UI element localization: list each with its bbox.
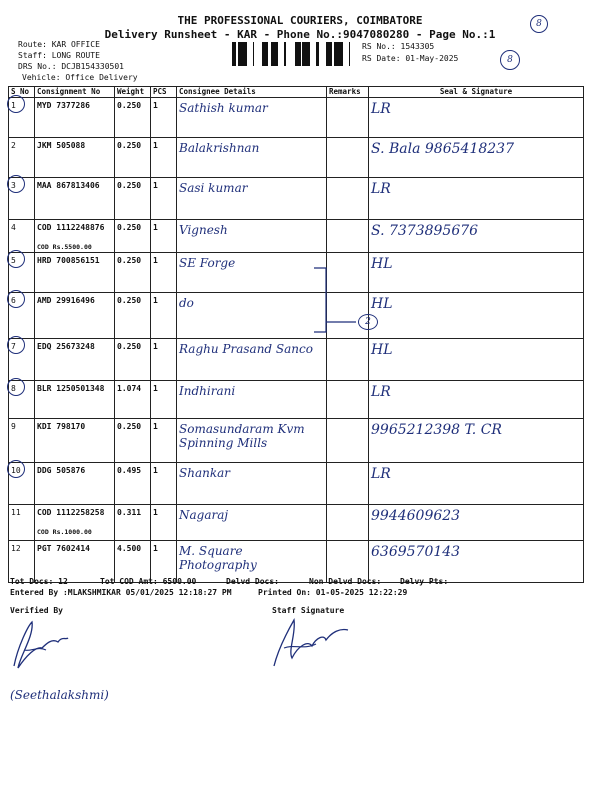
circled-serial-mark xyxy=(7,336,25,354)
cell-pcs xyxy=(151,98,177,138)
cell-consignment-no xyxy=(35,505,115,541)
cell-remarks xyxy=(327,381,369,419)
cell-weight-text: 0.250 xyxy=(117,422,142,431)
table-row xyxy=(9,293,584,339)
cell-weight-text: 0.250 xyxy=(117,296,142,305)
rs-number: RS No.: 1543305 xyxy=(362,42,435,51)
vehicle-text: Vehicle: Office Delivery xyxy=(22,73,138,82)
cell-consignment-no xyxy=(35,293,115,339)
table-row xyxy=(9,178,584,220)
cell-pcs xyxy=(151,339,177,381)
table-row xyxy=(9,339,584,381)
cell-weight xyxy=(115,339,151,381)
cell-pcs xyxy=(151,178,177,220)
cell-weight-text: 1.074 xyxy=(117,384,142,393)
cell-signature-text: 9944609623 xyxy=(371,508,461,524)
cell-consignment-no xyxy=(35,220,115,253)
table-row xyxy=(9,98,584,138)
cell-consignment-no-text: KDI 798170 xyxy=(37,422,86,431)
cell-pcs xyxy=(151,381,177,419)
cell-sno-text: 1 xyxy=(11,101,16,110)
cell-sno-text: 11 xyxy=(11,508,21,517)
cell-consignment-no-text: MAA 867813406 xyxy=(37,181,100,190)
cell-consignment-no-text: AMD 29916496 xyxy=(37,296,95,305)
cell-signature-text: S. Bala 9865418237 xyxy=(371,141,514,157)
company-title: THE PROFESSIONAL COURIERS, COIMBATORE xyxy=(177,14,423,27)
cell-consignee-text: Nagaraj xyxy=(179,508,229,522)
delivery-points: Delvy Pts: xyxy=(400,577,449,586)
bracket-annotation xyxy=(300,262,380,342)
cell-signature xyxy=(369,293,584,339)
col-header-signature: Seal & Signature xyxy=(369,87,584,98)
cell-pcs-text: 1 xyxy=(153,544,158,553)
col-header-weight: Weight xyxy=(115,87,151,98)
runsheet-subtitle: Delivery Runsheet - KAR - Phone No.:9047080280 - Page No.:1 xyxy=(104,28,496,41)
cell-weight-text: 4.500 xyxy=(117,544,142,553)
runsheet-table xyxy=(8,86,584,583)
cell-consignee xyxy=(177,178,327,220)
entered-by: Entered By :MLAKSHMIKAR 05/01/2025 12:18:27 PM xyxy=(10,588,232,597)
cell-consignee xyxy=(177,463,327,505)
table-row xyxy=(9,138,584,178)
cell-consignee-text: SE Forge xyxy=(179,256,236,270)
cell-pcs xyxy=(151,419,177,463)
cell-signature-text: HL xyxy=(371,256,393,272)
cell-weight xyxy=(115,505,151,541)
cell-sno-text: 2 xyxy=(11,141,16,150)
cell-consignee-text: Balakrishnan xyxy=(179,141,260,155)
cell-weight xyxy=(115,178,151,220)
cell-remarks xyxy=(327,419,369,463)
cell-pcs-text: 1 xyxy=(153,256,158,265)
total-docs: Tot Docs: 12 xyxy=(10,577,68,586)
cell-consignment-no xyxy=(35,98,115,138)
cell-consignment-no-text: PGT 7602414 xyxy=(37,544,90,553)
cell-consignee xyxy=(177,419,327,463)
staff-text: Staff: LONG ROUTE xyxy=(18,51,100,60)
cell-pcs xyxy=(151,505,177,541)
cod-amount: COD Rs.1000.00 xyxy=(37,528,92,536)
cell-pcs xyxy=(151,293,177,339)
cell-sno xyxy=(9,505,35,541)
cell-consignee xyxy=(177,381,327,419)
cell-sno-text: 6 xyxy=(11,296,16,305)
cell-signature xyxy=(369,178,584,220)
table-row xyxy=(9,253,584,293)
cell-weight xyxy=(115,419,151,463)
cell-pcs-text: 1 xyxy=(153,296,158,305)
cell-pcs-text: 1 xyxy=(153,141,158,150)
cell-weight-text: 0.250 xyxy=(117,101,142,110)
cell-weight-text: 0.250 xyxy=(117,141,142,150)
circled-serial-mark xyxy=(7,95,25,113)
table-header-row xyxy=(9,87,584,98)
cell-consignee-text: Shankar xyxy=(179,466,230,480)
cell-signature xyxy=(369,463,584,505)
cell-consignment-no xyxy=(35,339,115,381)
cell-weight xyxy=(115,98,151,138)
cell-weight-text: 0.250 xyxy=(117,181,142,190)
cell-sno xyxy=(9,419,35,463)
cell-pcs xyxy=(151,253,177,293)
staff-signature-scribble xyxy=(268,610,358,672)
verifier-name: (Seethalakshmi) xyxy=(10,688,109,702)
cell-consignment-no-text: COD 1112248876 xyxy=(37,223,105,232)
col-header-remarks: Remarks xyxy=(327,87,369,98)
cell-sno-text: 8 xyxy=(11,384,16,393)
cell-sno xyxy=(9,138,35,178)
cell-consignment-no xyxy=(35,381,115,419)
cell-consignee xyxy=(177,505,327,541)
cell-signature-text: 6369570143 xyxy=(371,544,461,560)
cell-signature-text: LR xyxy=(371,384,391,400)
cell-pcs-text: 1 xyxy=(153,181,158,190)
cell-remarks xyxy=(327,138,369,178)
circled-serial-mark xyxy=(7,460,25,478)
cell-weight-text: 0.311 xyxy=(117,508,142,517)
cell-signature xyxy=(369,419,584,463)
cell-consignee-text: M. Square Photography xyxy=(179,544,257,572)
cell-consignment-no xyxy=(35,253,115,293)
cell-weight xyxy=(115,253,151,293)
cell-weight xyxy=(115,463,151,505)
cell-consignee-text: Somasundaram Kvm Spinning Mills xyxy=(179,422,305,450)
cell-signature xyxy=(369,505,584,541)
cell-consignment-no-text: MYD 7377286 xyxy=(37,101,90,110)
cell-consignment-no-text: COD 1112258258 xyxy=(37,508,105,517)
cell-signature-text: LR xyxy=(371,466,391,482)
cell-weight xyxy=(115,381,151,419)
cell-sno-text: 10 xyxy=(11,466,21,475)
cell-consignee-text: Sathish kumar xyxy=(179,101,268,115)
cell-pcs-text: 1 xyxy=(153,223,158,232)
cell-signature-text: HL xyxy=(371,296,393,312)
cell-consignee xyxy=(177,138,327,178)
cell-sno-text: 5 xyxy=(11,256,16,265)
table-row xyxy=(9,381,584,419)
cell-consignment-no-text: HRD 700856151 xyxy=(37,256,100,265)
cell-signature xyxy=(369,98,584,138)
cell-sno-text: 12 xyxy=(11,544,21,553)
cell-sno-text: 3 xyxy=(11,181,16,190)
route-text: Route: KAR OFFICE xyxy=(18,40,100,49)
cell-consignment-no xyxy=(35,178,115,220)
cell-pcs-text: 1 xyxy=(153,508,158,517)
rs-date: RS Date: 01-May-2025 xyxy=(362,54,459,63)
cell-signature xyxy=(369,339,584,381)
cell-pcs-text: 1 xyxy=(153,101,158,110)
cell-consignment-no xyxy=(35,463,115,505)
cell-consignee xyxy=(177,98,327,138)
cell-weight xyxy=(115,220,151,253)
total-cod-amount: Tot COD Amt: 6500.00 xyxy=(100,577,197,586)
table-row xyxy=(9,220,584,253)
cell-consignment-no xyxy=(35,419,115,463)
cell-pcs xyxy=(151,220,177,253)
table-row xyxy=(9,505,584,541)
corner-mark-1: 8 xyxy=(530,15,548,33)
cell-sno-text: 9 xyxy=(11,422,16,431)
cell-remarks xyxy=(327,463,369,505)
drs-number: DRS No.: DCJB154330501 xyxy=(18,62,124,71)
cell-remarks xyxy=(327,178,369,220)
cod-amount: COD Rs.5500.00 xyxy=(37,243,92,251)
cell-consignment-no-text: JKM 505088 xyxy=(37,141,86,150)
cell-signature xyxy=(369,138,584,178)
cell-sno-text: 7 xyxy=(11,342,16,351)
circled-serial-mark xyxy=(7,290,25,308)
cell-remarks xyxy=(327,98,369,138)
table-row xyxy=(9,463,584,505)
cell-pcs-text: 1 xyxy=(153,342,158,351)
cell-pcs-text: 1 xyxy=(153,384,158,393)
table-row xyxy=(9,419,584,463)
cell-weight xyxy=(115,138,151,178)
cell-weight-text: 0.495 xyxy=(117,466,142,475)
cell-consignee xyxy=(177,339,327,381)
cell-consignee-text: do xyxy=(179,296,194,310)
cell-signature-text: 9965212398 T. CR xyxy=(371,422,502,438)
cell-weight xyxy=(115,293,151,339)
cell-remarks xyxy=(327,220,369,253)
cell-weight-text: 0.250 xyxy=(117,223,142,232)
col-header-consignee: Consignee Details xyxy=(177,87,327,98)
non-delivered-docs: Non Delvd Docs: xyxy=(309,577,382,586)
circled-serial-mark xyxy=(7,250,25,268)
cell-signature xyxy=(369,220,584,253)
corner-mark-2: 8 xyxy=(500,50,520,70)
cell-consignee-text: Sasi kumar xyxy=(179,181,248,195)
bracket-label: 2 xyxy=(358,314,378,330)
cell-consignee xyxy=(177,220,327,253)
circled-serial-mark xyxy=(7,378,25,396)
col-header-sno: S No xyxy=(9,87,35,98)
cell-consignee-text: Indhirani xyxy=(179,384,236,398)
cell-pcs xyxy=(151,138,177,178)
staff-signature-label: Staff Signature xyxy=(272,606,345,615)
cell-consignee-text: Raghu Prasand Sanco xyxy=(179,342,313,356)
cell-pcs xyxy=(151,463,177,505)
cell-consignment-no-text: BLR 1250501348 xyxy=(37,384,105,393)
cell-consignment-no-text: EDQ 25673248 xyxy=(37,342,95,351)
cell-consignment-no-text: DDG 505876 xyxy=(37,466,86,475)
barcode-image xyxy=(232,42,356,66)
cell-signature-text: S. 7373895676 xyxy=(371,223,479,239)
cell-signature-text: LR xyxy=(371,101,391,117)
col-header-pcs: PCS xyxy=(151,87,177,98)
delivered-docs: Delvd Docs: xyxy=(226,577,279,586)
printed-on: Printed On: 01-05-2025 12:22:29 xyxy=(258,588,408,597)
cell-pcs-text: 1 xyxy=(153,422,158,431)
cell-sno xyxy=(9,220,35,253)
col-header-consignment: Consignment No xyxy=(35,87,115,98)
cell-signature-text: HL xyxy=(371,342,393,358)
verifier-signature-scribble xyxy=(6,616,76,676)
cell-weight-text: 0.250 xyxy=(117,342,142,351)
cell-pcs-text: 1 xyxy=(153,466,158,475)
table-row xyxy=(9,541,584,583)
cell-consignment-no xyxy=(35,138,115,178)
circled-serial-mark xyxy=(7,175,25,193)
cell-signature xyxy=(369,381,584,419)
cell-remarks xyxy=(327,339,369,381)
cell-weight-text: 0.250 xyxy=(117,256,142,265)
verified-by-label: Verified By xyxy=(10,606,63,615)
cell-sno-text: 4 xyxy=(11,223,16,232)
cell-remarks xyxy=(327,505,369,541)
cell-consignee-text: Vignesh xyxy=(179,223,228,237)
cell-signature-text: LR xyxy=(371,181,391,197)
cell-signature xyxy=(369,253,584,293)
